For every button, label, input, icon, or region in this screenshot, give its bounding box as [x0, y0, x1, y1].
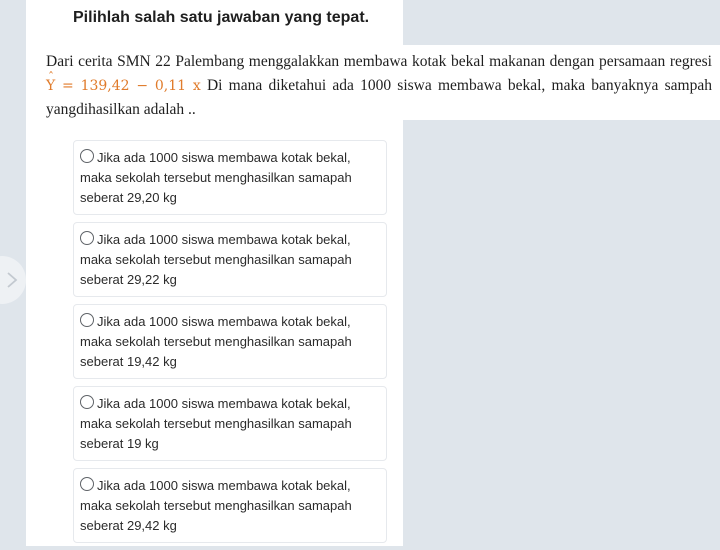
radio-button-icon[interactable]: [80, 395, 94, 409]
chevron-right-icon: [6, 271, 18, 289]
radio-button-icon[interactable]: [80, 149, 94, 163]
option-label: Jika ada 1000 siswa membawa kotak bekal, maka sekolah tersebut menghasilkan samapah seberat 29,22 kg: [80, 232, 352, 287]
question-outro: Di mana diketahui ada 1000 siswa membawa bekal, maka banyaknya sampah yangdihasilkan adalah ..: [46, 76, 712, 118]
radio-button-icon[interactable]: [80, 313, 94, 327]
equation-body: = 139,42 − 0,11 x: [62, 77, 201, 94]
radio-button-icon[interactable]: [80, 477, 94, 491]
option-label: Jika ada 1000 siswa membawa kotak bekal, maka sekolah tersebut menghasilkan samapah seberat 29,20 kg: [80, 150, 352, 205]
option-label: Jika ada 1000 siswa membawa kotak bekal, maka sekolah tersebut menghasilkan samapah seberat 29,42 kg: [80, 478, 352, 533]
answer-option-2[interactable]: [73, 222, 387, 297]
question-text: [46, 50, 712, 122]
answer-option-4[interactable]: [73, 386, 387, 461]
answer-option-1[interactable]: [73, 140, 387, 215]
answer-option-5[interactable]: [73, 468, 387, 543]
option-label: Jika ada 1000 siswa membawa kotak bekal, maka sekolah tersebut menghasilkan samapah seberat 19 kg: [80, 396, 352, 451]
question-intro: Dari cerita SMN 22 Palembang menggalakkan membawa kotak bekal makanan dengan persamaan regresi: [46, 53, 712, 70]
option-label: Jika ada 1000 siswa membawa kotak bekal, maka sekolah tersebut menghasilkan samapah seberat 19,42 kg: [80, 314, 352, 369]
previous-nav-button[interactable]: [0, 256, 26, 304]
equation-y-hat: ˆ Y: [46, 75, 55, 99]
answer-options: [73, 140, 387, 550]
radio-button-icon[interactable]: [80, 231, 94, 245]
regression-equation: [46, 78, 201, 94]
answer-option-3[interactable]: [73, 304, 387, 379]
instruction-text: Pilihlah salah satu jawaban yang tepat.: [73, 9, 370, 26]
